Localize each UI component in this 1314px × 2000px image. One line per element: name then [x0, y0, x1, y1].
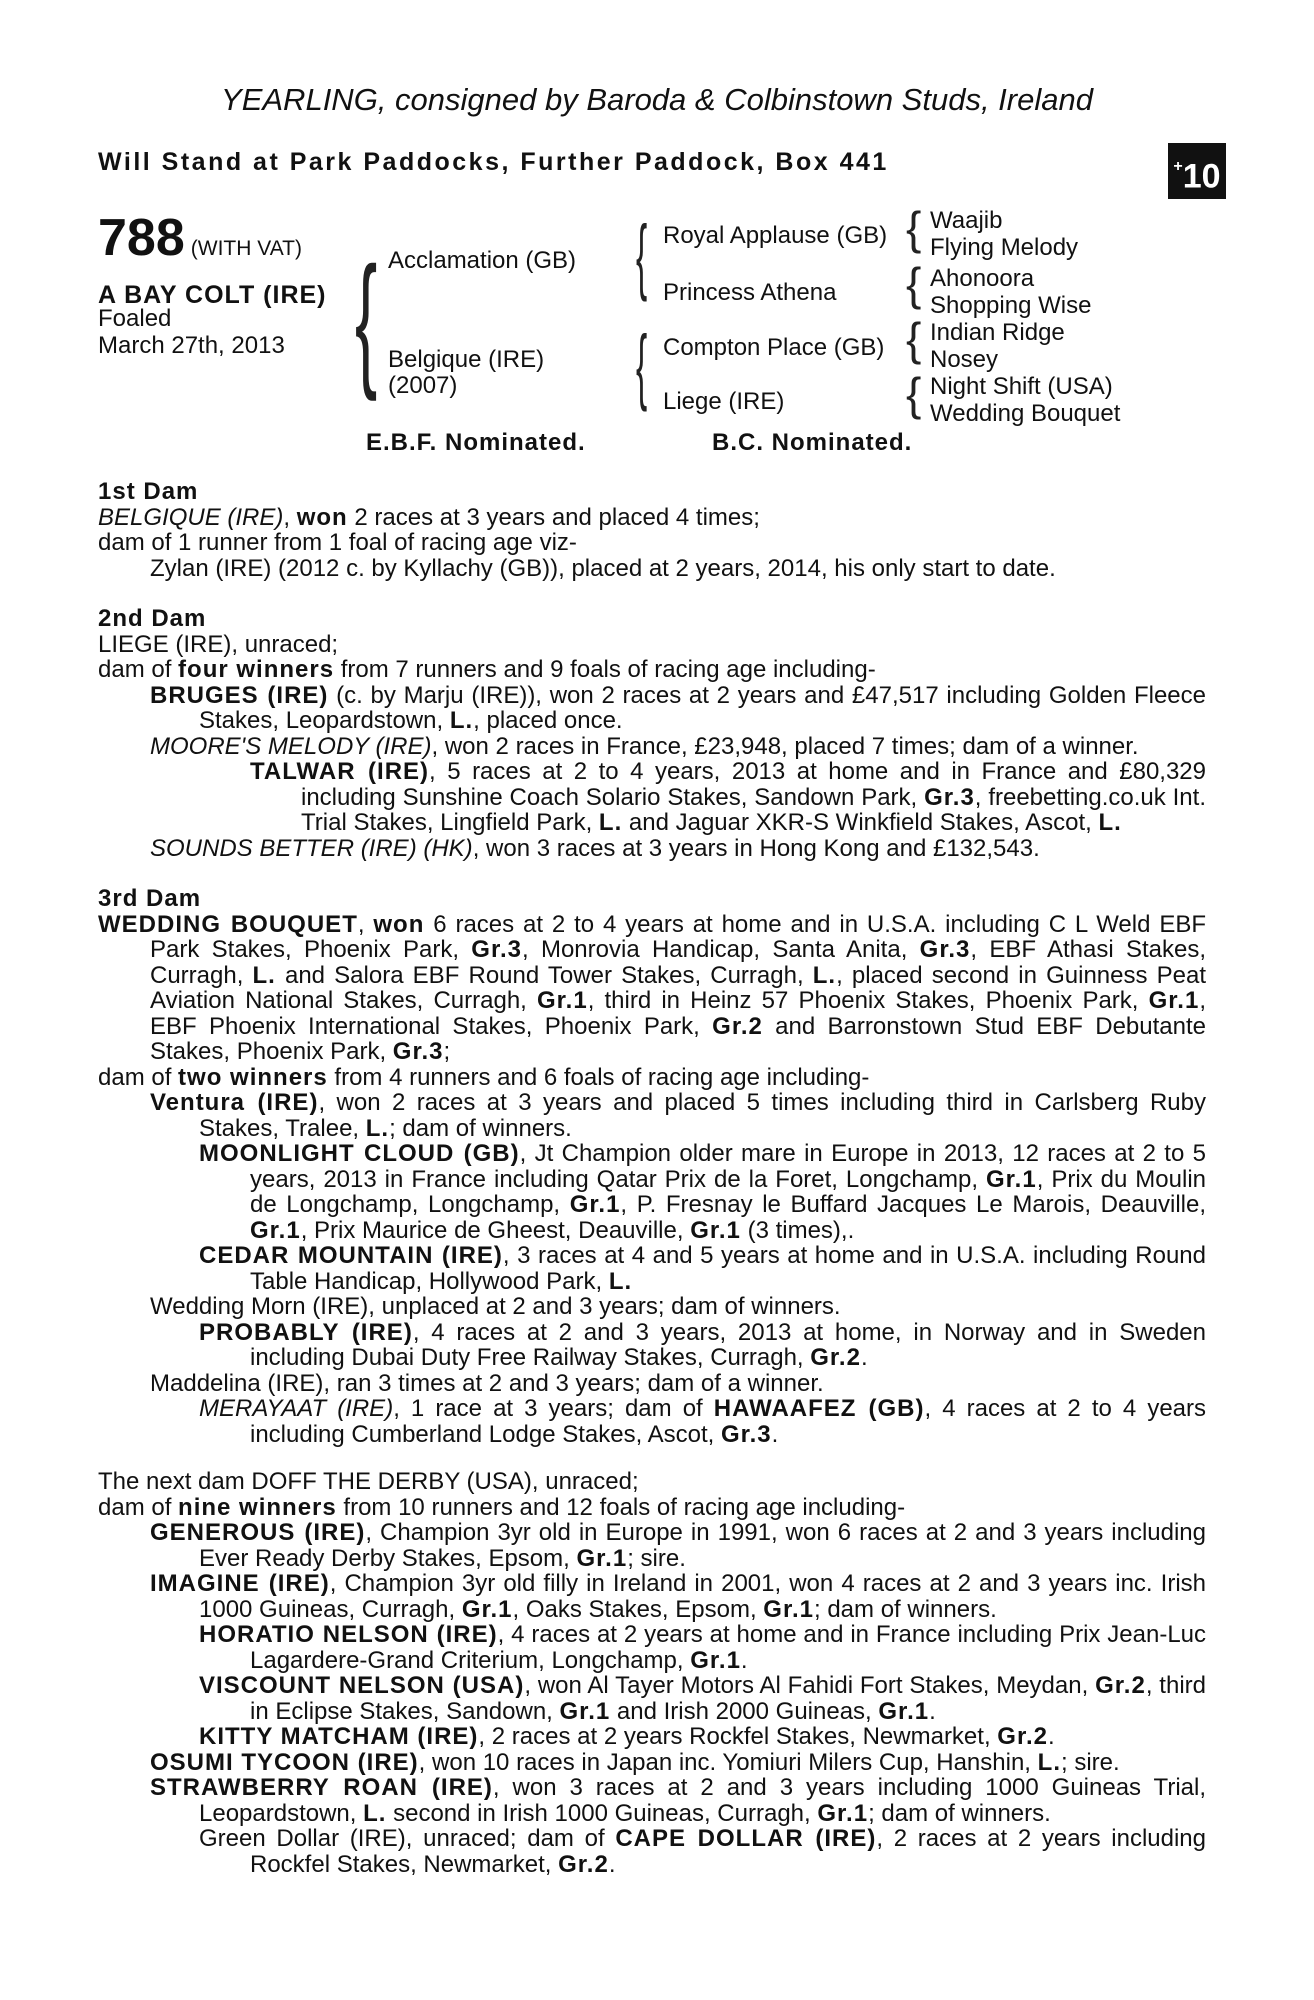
text: , won Al Tayer Motors Al Fahidi Fort Stakes, Meydan,	[524, 1672, 1096, 1699]
text: , Prix Maurice de Gheest, Deauville,	[300, 1216, 691, 1244]
grade-label: Gr.2	[810, 1344, 861, 1371]
text: , placed second in Guinness Peat Aviation National Stakes, Curragh,	[150, 961, 1206, 1014]
text: and Irish 2000 Guineas,	[610, 1697, 879, 1725]
text: , Prix du Moulin de Longchamp, Longchamp,	[250, 1165, 1206, 1218]
sire-sire-sire: Waajib	[930, 207, 1003, 234]
horse-name: WEDDING BOUQUET	[98, 910, 358, 938]
sire: Acclamation (GB)	[388, 247, 577, 274]
dam: Belgique (IRE)	[388, 346, 545, 373]
grade-label: Gr.1	[461, 1595, 513, 1623]
foaled-label: Foaled	[98, 305, 172, 332]
text: , 4 races at 2 years at home and in France including Prix Jean-Luc Lagardere-Grand Criterium, Longchamp,	[250, 1621, 1207, 1674]
dam-produce-summary	[98, 657, 1206, 683]
text: , EBF Athasi Stakes, Curragh,	[150, 936, 1206, 989]
produce-entry: Maddelina (IRE), ran 3 times at 2 and 3 years; dam of a winner.	[150, 1369, 824, 1397]
text: .	[608, 1850, 616, 1878]
text: , 4 races at 2 to 4 years including Cumberland Lodge Stakes, Ascot,	[250, 1395, 1207, 1448]
text: (c. by Marju (IRE)), won 2 races at 2 years and £47,517 including Golden Fleece Stakes, Leopardstown,	[199, 681, 1207, 734]
text: , placed once.	[473, 707, 623, 734]
grade-label: Gr.1	[1148, 987, 1200, 1014]
grade-label: Gr.1	[559, 1697, 611, 1725]
produce-entry	[98, 759, 1206, 836]
grade-label: Gr.2	[997, 1723, 1048, 1750]
listed-label: L.	[252, 961, 276, 989]
grade-label: Gr.1	[763, 1595, 814, 1623]
text: , 3 races at 4 and 5 years at home and in U.S.A. including Round Table Handicap, Hollywood Park,	[250, 1242, 1207, 1295]
text: ; dam of winners.	[389, 1114, 572, 1142]
lot-number-value: 788	[98, 209, 185, 267]
dam-dam-sire: Night Shift (USA)	[930, 373, 1113, 400]
produce-entry	[98, 1673, 1206, 1724]
grade-label: Gr.2	[1095, 1672, 1146, 1699]
grade-label: Gr.1	[817, 1799, 869, 1827]
dam-sire: Compton Place (GB)	[663, 334, 885, 361]
dam-produce-summary	[98, 1495, 1206, 1521]
text: , won 3 races at 3 years in Hong Kong and £132,543.	[472, 834, 1040, 862]
text: ; dam of winners.	[814, 1595, 997, 1623]
text: and Barronstown Stud EBF Debutante Stakes, Phoenix Park,	[150, 1012, 1206, 1065]
text: ;	[443, 1038, 451, 1065]
produce-entry	[98, 683, 1206, 734]
text: , 2 races at 2 years Rockfel Stakes, Newmarket,	[478, 1723, 998, 1750]
text: .	[740, 1646, 748, 1674]
won-label: won	[296, 503, 348, 531]
dam-dam: Liege (IRE)	[663, 388, 785, 415]
produce-entry	[98, 1622, 1206, 1673]
horse-name: MOORE'S MELODY (IRE)	[150, 732, 432, 760]
text: , Oaks Stakes, Epsom,	[512, 1595, 764, 1623]
listed-label: L.	[1098, 809, 1122, 836]
produce-entry	[98, 734, 1206, 760]
produce-entry	[98, 1775, 1206, 1826]
text: , 4 races at 2 and 3 years, 2013 at home, in Norway and in Sweden including Dubai Duty Free Railway Stakes, Curragh,	[250, 1318, 1206, 1371]
produce-entry	[98, 1090, 1206, 1141]
text: , 1 race at 3 years; dam of	[393, 1395, 714, 1422]
horse-name: HAWAAFEZ (GB)	[713, 1395, 925, 1422]
horse-name: SOUNDS BETTER (IRE) (HK)	[150, 834, 473, 862]
horse-name: BRUGES (IRE)	[150, 681, 329, 709]
dam-sire-sire: Indian Ridge	[930, 319, 1065, 346]
listed-label: L.	[365, 1114, 390, 1142]
text: , P. Fresnay le Buffard Jacques Le Marois, Deauville,	[620, 1191, 1206, 1218]
section-title: 3rd Dam	[98, 885, 202, 912]
text: , Champion 3yr old in Europe in 1991, won 6 races at 2 and 3 years including Ever Ready Derby Stakes, Epsom,	[199, 1519, 1206, 1572]
horse-name: CEDAR MOUNTAIN (IRE)	[199, 1242, 503, 1269]
sire-dam: Princess Athena	[663, 279, 837, 306]
grade-label: Gr.1	[576, 1544, 628, 1572]
text: ; sire.	[1060, 1748, 1120, 1776]
produce-entry	[98, 1826, 1206, 1877]
horse-name: KITTY MATCHAM (IRE)	[199, 1723, 479, 1750]
text: from 4 runners and 6 foals of racing age including-	[327, 1063, 870, 1091]
section-title: 1st Dam	[98, 478, 199, 505]
grade-label: Gr.2	[558, 1850, 609, 1878]
produce-entry	[98, 1571, 1206, 1622]
listed-label: L.	[608, 1267, 633, 1295]
next-dam-section	[98, 1469, 1206, 1877]
text: (3 times),.	[740, 1216, 855, 1244]
horse-name: GENEROUS (IRE)	[150, 1519, 366, 1546]
vat-note: (WITH VAT)	[190, 237, 302, 260]
ebf-nominated: E.B.F. Nominated.	[366, 429, 586, 456]
third-dam-section	[98, 886, 1206, 1447]
grade-label: Gr.2	[712, 1012, 763, 1040]
text: .	[1047, 1723, 1055, 1750]
bc-nominated: B.C. Nominated.	[712, 429, 913, 456]
grade-label: Gr.1	[537, 987, 588, 1014]
text: and Salora EBF Round Tower Stakes, Curragh,	[275, 961, 813, 989]
dam-record: LIEGE (IRE), unraced;	[98, 630, 339, 658]
listed-label: L.	[812, 961, 837, 989]
horse-name: HORATIO NELSON (IRE)	[199, 1621, 498, 1648]
pedigree-brace-dam: {	[636, 318, 648, 412]
dam-sire-dam: Nosey	[930, 346, 999, 373]
brace-g3-4: {	[906, 368, 922, 420]
lot-name: A BAY COLT (IRE)	[98, 281, 327, 309]
grade-label: Gr.3	[720, 1420, 772, 1448]
text: ; dam of winners.	[868, 1799, 1051, 1827]
text: .	[929, 1697, 936, 1725]
text: , 5 races at 2 to 4 years, 2013 at home and in France and £80,329 including Sunshine Coach Solario Stakes, Sandown Park,	[301, 758, 1207, 811]
grade-label: Gr.1	[690, 1216, 741, 1244]
pedigree-brace-main: {	[355, 237, 378, 402]
sire-dam-dam: Shopping Wise	[930, 292, 1092, 319]
produce-entry: Wedding Morn (IRE), unplaced at 2 and 3 years; dam of winners.	[150, 1293, 841, 1320]
grade-label: Gr.3	[471, 936, 522, 963]
produce-entry	[98, 1141, 1206, 1243]
produce-entry	[98, 836, 1206, 862]
dam-name: BELGIQUE (IRE)	[98, 503, 284, 531]
stand-location: Will Stand at Park Paddocks, Further Paddock, Box 441	[98, 148, 889, 176]
foaled-date: March 27th, 2013	[98, 332, 285, 359]
produce-entry	[98, 1396, 1206, 1447]
badge-number: 10	[1182, 157, 1221, 196]
dam-produce-summary	[98, 1065, 1206, 1091]
listed-label: L.	[1037, 1748, 1061, 1776]
grade-label: Gr.3	[919, 936, 971, 963]
section-title: 2nd Dam	[98, 605, 207, 632]
horse-name: PROBABLY (IRE)	[199, 1318, 413, 1346]
produce-entry	[98, 1320, 1206, 1371]
produce-entry	[98, 1520, 1206, 1571]
produce-entry	[98, 1750, 1206, 1776]
winners-count: two winners	[178, 1063, 328, 1091]
text: , freebetting.co.uk Int. Trial Stakes, Lingfield Park,	[301, 783, 1206, 836]
text: from 7 runners and 9 foals of racing age including-	[334, 656, 876, 683]
second-dam-section	[98, 606, 1206, 861]
grade-label: Gr.3	[392, 1038, 444, 1065]
grade-label: Gr.1	[690, 1646, 741, 1674]
text: , Jt Champion older mare in Europe in 2013, 12 races at 2 to 5 years, 2013 in France including Qatar Prix de la Foret, Longchamp,	[250, 1140, 1206, 1193]
sire-sire: Royal Applause (GB)	[663, 222, 888, 249]
pedigree-brace-sire: {	[636, 208, 648, 302]
horse-name: OSUMI TYCOON (IRE)	[150, 1748, 419, 1776]
grade-label: Gr.1	[878, 1697, 930, 1725]
dam-dam-dam: Wedding Bouquet	[930, 400, 1121, 427]
listed-label: L.	[363, 1799, 387, 1827]
text: , EBF Phoenix International Stakes, Phoenix Park,	[150, 987, 1206, 1040]
grade-label: Gr.1	[250, 1216, 301, 1244]
lot-badge	[1168, 143, 1226, 199]
page-subtitle: YEARLING, consigned by Baroda & Colbinstown Studs, Ireland	[221, 82, 1093, 117]
text: , won 2 races in France, £23,948, placed 7 times; dam of a winner.	[431, 732, 1139, 760]
text: from 10 runners and 12 foals of racing age including-	[336, 1493, 906, 1521]
listed-label: L.	[449, 707, 474, 734]
brace-g3-3: {	[906, 313, 922, 365]
text: Green Dollar (IRE), unraced; dam of	[199, 1825, 616, 1852]
horse-name: TALWAR (IRE)	[250, 758, 430, 785]
won-label: won	[373, 910, 425, 938]
dam-record: WEDDING BOUQUET, won 6 races at 2 to 4 years at home and in U.S.A. including C L Weld EBF Park Stakes, Phoenix Park, Gr.3, Monrovia Handicap, Santa Anita, Gr.3, EBF Athasi Stakes, Curragh, L. and Salora EBF Round Tower Stakes, Curragh, L., placed second in Guinness Peat Aviation National Stakes, Curragh, Gr.1, third in Heinz 57 Phoenix Stakes, Phoenix Park, Gr.1, EBF Phoenix International Stakes, Phoenix Park, Gr.2 and Barronstown Stud EBF Debutante Stakes, Phoenix Park, Gr.3;	[98, 910, 1206, 1065]
horse-name: Ventura (IRE)	[150, 1089, 319, 1116]
text: , won 2 races at 3 years and placed 5 times including third in Carlsberg Ruby Stakes, Tralee,	[199, 1089, 1206, 1142]
text: , won 10 races in Japan inc. Yomiuri Milers Cup, Hanshin,	[418, 1748, 1038, 1776]
produce-entry: Zylan (IRE) (2012 c. by Kyllachy (GB)), placed at 2 years, 2014, his only start to date.	[150, 554, 1056, 582]
horse-name: STRAWBERRY ROAN (IRE)	[150, 1774, 493, 1801]
horse-name: MOONLIGHT CLOUD (GB)	[199, 1140, 520, 1167]
text: , third in Eclipse Stakes, Sandown,	[250, 1672, 1206, 1725]
text: , Champion 3yr old filly in Ireland in 2001, won 4 races at 2 and 3 years inc. Irish 1000 Guineas, Curragh,	[199, 1570, 1207, 1623]
dam-record: The next dam DOFF THE DERBY (USA), unraced;	[98, 1468, 639, 1495]
text: ; sire.	[627, 1544, 686, 1572]
grade-label: Gr.3	[924, 783, 975, 811]
text: , 2 races at 2 years including Rockfel Stakes, Newmarket,	[250, 1825, 1207, 1878]
first-dam-section	[98, 479, 1198, 581]
dam-record-text: 2 races at 3 years and placed 4 times;	[347, 503, 760, 531]
text: dam of	[98, 1063, 179, 1091]
produce-entry	[98, 1724, 1206, 1750]
text: and Jaguar XKR-S Winkfield Stakes, Ascot,	[622, 809, 1099, 836]
text: dam of	[98, 1493, 179, 1521]
brace-g3-1: {	[906, 202, 922, 254]
text: 6 races at 2 to 4 years at home and in U.S.A. including C L Weld EBF Park Stakes, Phoenix Park,	[150, 910, 1206, 963]
text: second in Irish 1000 Guineas, Curragh,	[386, 1799, 818, 1827]
brace-g3-2: {	[906, 258, 922, 310]
horse-name: IMAGINE (IRE)	[150, 1570, 330, 1597]
text: , third in Heinz 57 Phoenix Stakes, Phoenix Park,	[587, 987, 1149, 1014]
text: .	[860, 1344, 868, 1371]
winners-count: four winners	[178, 656, 335, 683]
lot-number	[98, 208, 302, 268]
text: .	[771, 1420, 779, 1448]
badge-plus: +	[1173, 158, 1183, 175]
text: , Monrovia Handicap, Santa Anita,	[522, 936, 920, 963]
horse-name: VISCOUNT NELSON (USA)	[199, 1672, 525, 1699]
horse-name: CAPE DOLLAR (IRE)	[615, 1825, 877, 1852]
dam-record: BELGIQUE (IRE), won 2 races at 3 years and placed 4 times;	[98, 503, 760, 531]
winners-count: nine winners	[178, 1493, 337, 1521]
text: dam of	[98, 656, 179, 683]
grade-label: Gr.1	[569, 1191, 621, 1218]
dam-year: (2007)	[388, 372, 458, 399]
listed-label: L.	[598, 809, 623, 836]
horse-name: MERAYAAT (IRE)	[199, 1395, 394, 1422]
dam-produce-summary: dam of 1 runner from 1 foal of racing age viz-	[98, 529, 577, 556]
grade-label: Gr.1	[986, 1165, 1037, 1193]
produce-entry	[98, 1243, 1206, 1294]
sire-sire-dam: Flying Melody	[930, 234, 1079, 261]
sire-dam-sire: Ahonoora	[930, 265, 1035, 292]
text: , won 3 races at 2 and 3 years including 1000 Guineas Trial, Leopardstown,	[199, 1774, 1206, 1827]
